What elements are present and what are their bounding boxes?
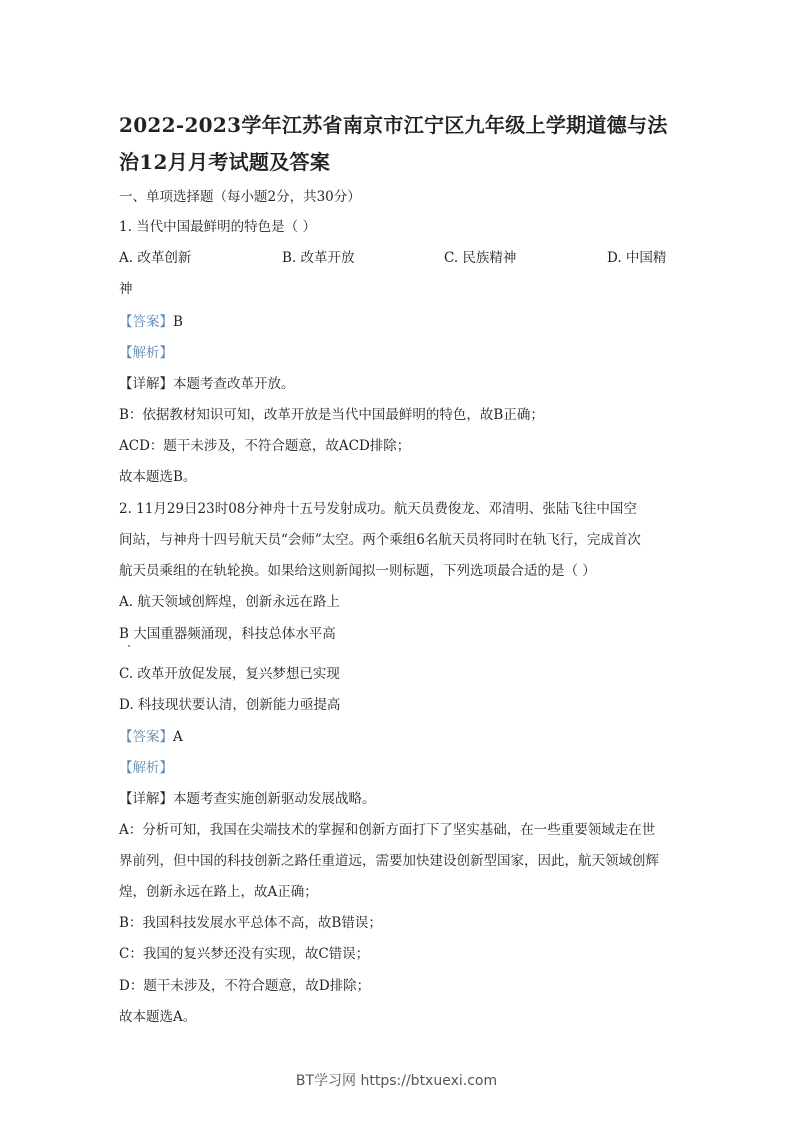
question-2-analysis-label: 【解析】 — [119, 760, 173, 776]
option-a: A. 改革创新 — [119, 250, 192, 266]
question-2-explanation: B：我国科技发展水平总体不高，故B错误； — [119, 915, 382, 931]
question-2-option-d: D. 科技现状要认清，创新能力亟提高 — [119, 697, 341, 713]
detail-label: 【详解】 — [119, 791, 173, 807]
question-1-analysis-label: 【解析】 — [119, 345, 173, 361]
answer-value: A — [173, 729, 183, 745]
question-2-option-b: B 大国重器频涌现，科技总体水平高 — [119, 626, 336, 642]
question-2-option-a: A. 航天领域创辉煌，创新永远在路上 — [119, 594, 340, 610]
answer-value: B — [173, 314, 183, 330]
stray-dot — [128, 645, 130, 647]
document-title-line2: 治12月月考试题及答案 — [119, 150, 331, 174]
question-2-answer — [119, 727, 183, 747]
question-2-explanation: 界前列，但中国的科技创新之路任重道远，需要加快建设创新型国家，因此，航天领域创辉 — [119, 853, 659, 869]
question-2-explanation: D：题干未涉及，不符合题意，故D排除； — [119, 978, 371, 994]
question-2-stem-line: 间站，与神舟十四号航天员“会师”太空。两个乘组6名航天员将同时在轨飞行，完成首次 — [119, 532, 641, 548]
question-1-detail — [119, 374, 295, 394]
question-1-explanation: B：依据教材知识可知，改革开放是当代中国最鲜明的特色，故B正确； — [119, 407, 544, 423]
question-2-explanation: A：分析可知，我国在尖端技术的掌握和创新方面打下了坚实基础，在一些重要领域走在世 — [119, 822, 656, 838]
answer-label: 【答案】 — [119, 729, 173, 745]
question-1-explanation: ACD：题干未涉及，不符合题意，故ACD排除； — [119, 438, 411, 454]
option-d: D. 中国精 — [607, 250, 667, 266]
question-2-option-c: C. 改革开放促发展，复兴梦想已实现 — [119, 666, 340, 682]
question-2-stem-line: 2. 11月29日23时08分神舟十五号发射成功。航天员费俊龙、邓清明、张陆飞往中国空 — [119, 501, 637, 517]
question-1-answer — [119, 312, 183, 332]
question-1-stem: 1. 当代中国最鲜明的特色是（ ） — [119, 219, 316, 235]
option-b: B. 改革开放 — [282, 250, 355, 266]
question-2-conclusion: 故本题选A。 — [119, 1009, 197, 1025]
question-2-explanation: C：我国的复兴梦还没有实现，故C错误； — [119, 946, 370, 962]
detail-text: 本题考查实施创新驱动发展战略。 — [173, 791, 376, 807]
option-c: C. 民族精神 — [444, 250, 517, 266]
detail-text: 本题考查改革开放。 — [173, 376, 295, 392]
document-title-line1: 2022-2023学年江苏省南京市江宁区九年级上学期道德与法 — [119, 113, 668, 137]
section-heading: 一、单项选择题（每小题2分，共30分） — [119, 189, 361, 205]
question-2-detail — [119, 789, 376, 809]
question-1-conclusion: 故本题选B。 — [119, 469, 197, 485]
detail-label: 【详解】 — [119, 376, 173, 392]
question-2-stem-line: 航天员乘组的在轨轮换。如果给这则新闻拟一则标题，下列选项最合适的是（ ） — [119, 563, 596, 579]
question-2-explanation: 煌，创新永远在路上，故A正确； — [119, 884, 318, 900]
footer-watermark: BT学习网 https://btxuexi.com — [295, 1073, 498, 1089]
option-d-wrap: 神 — [119, 281, 133, 297]
answer-label: 【答案】 — [119, 314, 173, 330]
